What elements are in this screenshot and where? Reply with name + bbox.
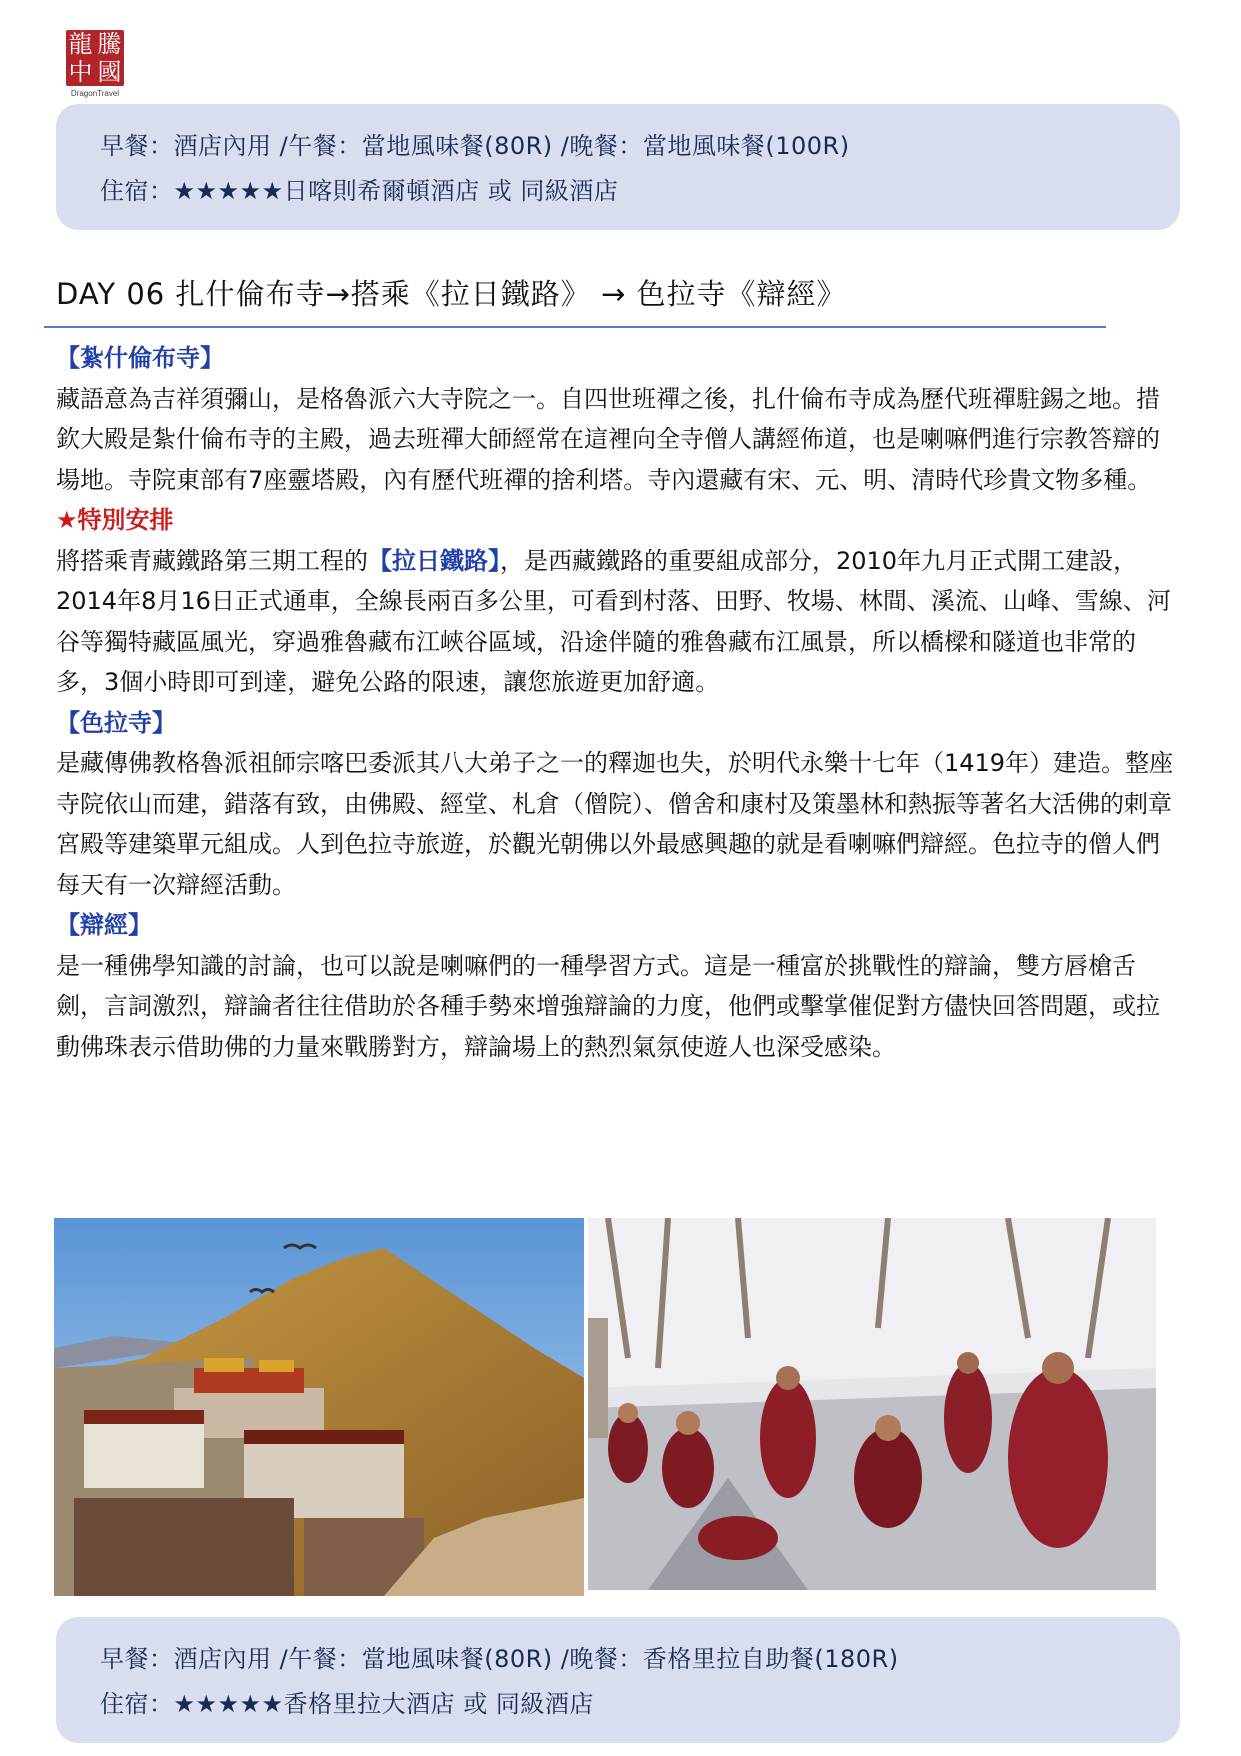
- special-text-before: 將搭乘青藏鐵路第三期工程的: [56, 546, 368, 575]
- meal-info-box-bottom: [56, 1617, 1180, 1743]
- section-text-debate: 是一種佛學知識的討論，也可以說是喇嘛們的一種學習方式。這是一種富於挑戰性的辯論，雙方唇槍舌劍，言詞激烈，辯論者往往借助於各種手勢來增強辯論的力度，他們或擊掌催促對方儘快回答問題，或拉動佛珠表示借助佛的力量來戰勝對方，辯論場上的熱烈氣氛使遊人也深受感染。: [56, 951, 1160, 1061]
- logo-mark: [66, 30, 124, 86]
- section-title-sera: 【色拉寺】: [56, 708, 176, 737]
- logo-char: 龍: [68, 30, 93, 58]
- itinerary-content: [56, 338, 1174, 1067]
- logo-subtitle: DragonTravel: [70, 89, 120, 98]
- section-text-tashilhunpo: 藏語意為吉祥須彌山，是格魯派六大寺院之一。自四世班禪之後，扎什倫布寺成為歷代班禪駐錫之地。措欽大殿是紮什倫布寺的主殿，過去班禪大師經常在這裡向全寺僧人講經佈道，也是喇嘛們進行宗教答辯的場地。寺院東部有7座靈塔殿，內有歷代班禪的捨利塔。寺內還藏有宋、元、明、清時代珍貴文物多種。: [56, 384, 1160, 494]
- special-text-after: ，是西藏鐵路的重要組成部分，2010年九月正式開工建設，2014年8月16日正式通車，全線長兩百多公里，可看到村落、田野、牧場、林間、溪流、山峰、雪線、河谷等獨特藏區風光，穿過雅魯藏布江峽谷區域，沿途伴隨的雅魯藏布江風景，所以橋樑和隧道也非常的多，3個小時即可到達，避免公路的限速，讓您旅遊更加舒適。: [56, 546, 1171, 696]
- meal-info-box-top: [56, 104, 1180, 230]
- meals-line: 早餐：酒店內用 /午餐：當地風味餐(80R) /晚餐：當地風味餐(100R): [100, 132, 850, 160]
- day-title: DAY 06 扎什倫布寺→搭乘《拉日鐵路》 → 色拉寺《辯經》: [56, 277, 847, 311]
- hotel-line: 住宿：★★★★★日喀則希爾頓酒店 或 同級酒店: [100, 177, 619, 205]
- title-divider: [44, 326, 1106, 328]
- hotel-line: 住宿：★★★★★香格里拉大酒店 或 同級酒店: [100, 1690, 594, 1718]
- section-title-tashilhunpo: 【紮什倫布寺】: [56, 344, 224, 372]
- logo-char: 國: [97, 58, 122, 86]
- brand-logo: [66, 30, 130, 104]
- special-arrangement-title: ★特別安排: [56, 506, 174, 534]
- railway-highlight: 【拉日鐵路】: [368, 546, 500, 575]
- debate-photo: [588, 1218, 1156, 1590]
- section-text-sera: 是藏傳佛教格魯派祖師宗喀巴委派其八大弟子之一的釋迦也失，於明代永樂十七年（1419年）建造。整座寺院依山而建，錯落有致，由佛殿、經堂、札倉（僧院）、僧舍和康村及策墨林和熱振等著名大活佛的剌章宮殿等建築單元組成。人到色拉寺旅遊，於觀光朝佛以外最感興趣的就是看喇嘛們辯經。色拉寺的僧人們每天有一次辯經活動。: [56, 749, 1174, 899]
- logo-char: 騰: [97, 30, 122, 58]
- logo-char: 中: [68, 58, 93, 86]
- monastery-photo: [54, 1218, 584, 1596]
- meals-line: 早餐：酒店內用 /午餐：當地風味餐(80R) /晚餐：香格里拉自助餐(180R): [100, 1645, 899, 1673]
- special-arrangement-text: [56, 541, 1174, 703]
- section-title-debate: 【辯經】: [56, 911, 152, 939]
